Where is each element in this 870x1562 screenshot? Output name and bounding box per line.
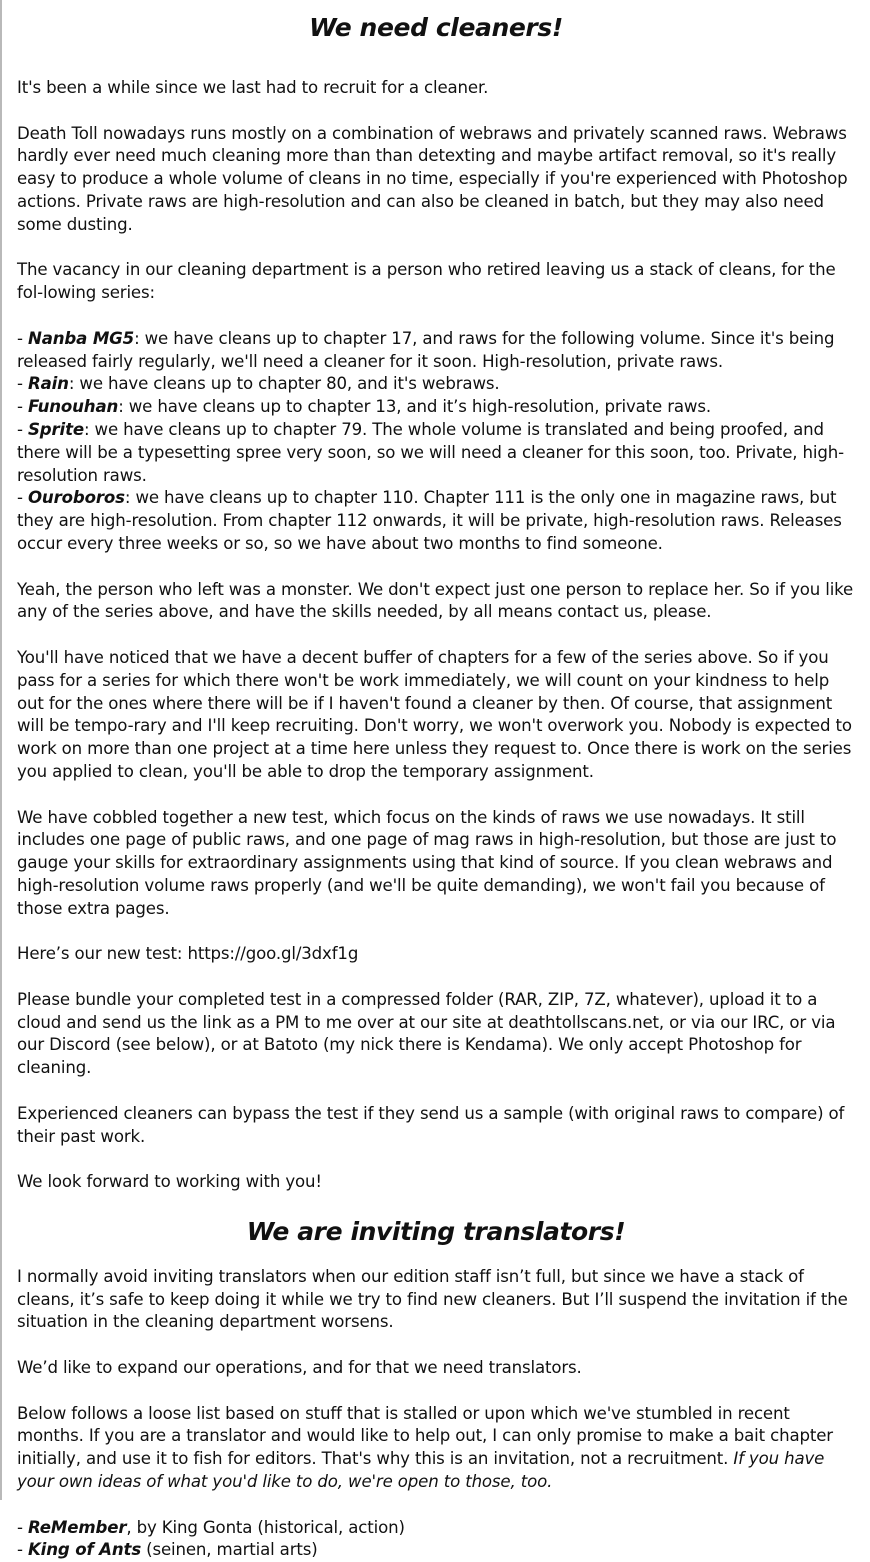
paragraph-below: Below follows a loose list based on stuff that is stalled or upon which we've stumbled in recent months. If you are a translator and would like to help out, I can only promise to make a bait chapter initially, and use it to fish for editors. That's why this is an invitation, not a recruitment. If you have your own ideas of what you'd like to do, we're open to those, too.	[17, 1403, 833, 1492]
series-list	[17, 328, 855, 556]
paragraph-raws: Death Toll nowadays runs mostly on a combination of webraws and privately scanned raws. Webraws hardly ever need much cleaning more than than detexting and maybe artifact removal, so it's really easy to produce a whole volume of cleans in no time, especially if you're experienced with Photoshop actions. Private raws are high-resolution and can also be cleaned in batch, but they may also need some dusting.	[17, 123, 848, 234]
series-item-sprite: - Sprite: we have cleans up to chapter 79. The whole volume is translated and being proofed, and there will be a typesetting spree very soon, so we will need a cleaner for this soon, too. Private, high-resolution raws.	[17, 419, 844, 485]
translator-list	[17, 1517, 855, 1562]
paragraph-avoid: I normally avoid inviting translators when our edition staff isn’t full, but since we have a stack of cleans, it’s safe to keep doing it while we try to find new cleaners. But I’ll suspend the invitation if the situation in the cleaning department worsens.	[17, 1266, 848, 1332]
paragraph-buffer: You'll have noticed that we have a decent buffer of chapters for a few of the series above. So if you pass for a series for which there won't be work immediately, we will count on your kindness to help out for the ones where there will be if I haven't found a cleaner by then. Of course, that assignment will be tempo-rary and I'll keep recruiting. Don't worry, we won't overwork you. Nobody is expected to work on more than one project at a time here unless they request to. Once there is work on the series you applied to clean, you'll be able to drop the temporary assignment.	[17, 647, 852, 781]
paragraph-test: We have cobbled together a new test, which focus on the kinds of raws we use nowadays. It still includes one page of public raws, and one page of mag raws in high-resolution, but those are just to gauge your skills for extraordinary assignments using that kind of source. If you clean webraws and high-resolution volume raws properly (and we'll be quite demanding), we won't fail you because of those extra pages.	[17, 807, 837, 918]
left-border	[0, 0, 2, 1500]
series-title: Funouhan	[27, 397, 119, 417]
paragraph-experienced: Experienced cleaners can bypass the test if they send us a sample (with original raws to compare) of their past work.	[17, 1103, 845, 1146]
series-item-funouhan: - Funouhan: we have cleans up to chapter 13, and it’s high-resolution, private raws.	[17, 397, 711, 417]
paragraph-expand: We’d like to expand our operations, and for that we need translators.	[17, 1358, 582, 1378]
series-title: King of Ants	[27, 1540, 142, 1560]
series-title: Nanba MG5	[27, 328, 135, 348]
series-title: ReMember	[27, 1517, 127, 1537]
list-item-remember: - ReMember, by King Gonta (historical, action)	[17, 1517, 405, 1537]
list-item-king-of-ants: - King of Ants (seinen, martial arts)	[17, 1540, 318, 1560]
paragraph-vacancy: The vacancy in our cleaning department is a person who retired leaving us a stack of cleans, for the fol-lowing series:	[17, 260, 836, 303]
series-title: Rain	[27, 374, 69, 394]
heading-cleaners: We need cleaners!	[309, 13, 563, 42]
series-item-ouroboros: - Ouroboros: we have cleans up to chapter 110. Chapter 111 is the only one in magazine raws, but they are high-resolution. From chapter 112 onwards, it will be private, high-resolution raws. Releases occur every three weeks or so, so we have about two months to find someone.	[17, 488, 842, 553]
paragraph-test-link[interactable]: Here’s our new test: https://goo.gl/3dxf1g	[17, 944, 359, 964]
series-item-rain: - Rain: we have cleans up to chapter 80, and it's webraws.	[17, 374, 500, 394]
series-title: Ouroboros	[27, 488, 125, 508]
heading-translators: We are inviting translators!	[246, 1216, 626, 1246]
series-title: Sprite	[27, 419, 84, 439]
article	[17, 0, 855, 1562]
paragraph-forward: We look forward to working with you!	[17, 1172, 322, 1192]
italic-note: If you have your own ideas of what you'd like to do, we're open to those, too.	[17, 1449, 825, 1492]
series-item-nanba: - Nanba MG5: we have cleans up to chapter 17, and raws for the following volume. Since it's being released fairly regularly, we'll need a cleaner for it soon. High-resolution, private raws.	[17, 328, 835, 371]
paragraph-intro: It's been a while since we last had to recruit for a cleaner.	[17, 78, 489, 97]
paragraph-monster: Yeah, the person who left was a monster. We don't expect just one person to replace her. So if you like any of the series above, and have the skills needed, by all means contact us, please.	[17, 579, 854, 622]
paragraph-bundle: Please bundle your completed test in a compressed folder (RAR, ZIP, 7Z, whatever), upload it to a cloud and send us the link as a PM to me over at our site at deathtollscans.net, or via our IRC, or via our Discord (see below), or at Batoto (my nick there is Kendama). We only accept Photoshop for cleaning.	[17, 989, 836, 1078]
